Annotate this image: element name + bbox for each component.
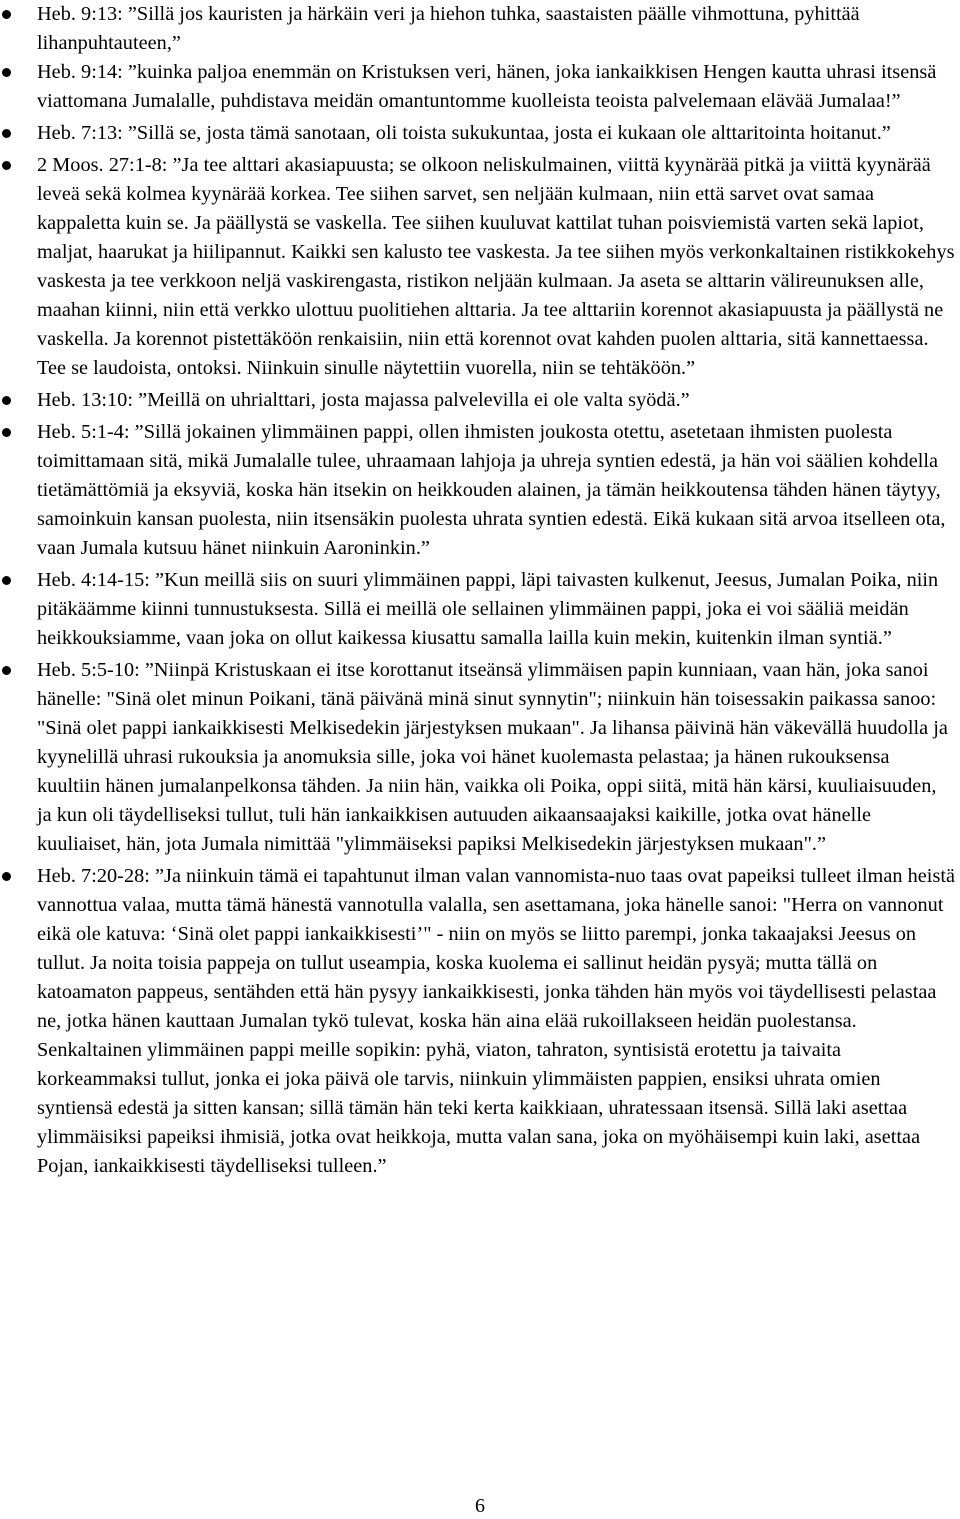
bullet-icon (2, 129, 11, 138)
verse-item (0, 862, 960, 1181)
verse-item (0, 566, 960, 653)
verse-text: Heb. 9:13: ”Sillä jos kauristen ja härkäin veri ja hiehon tuhka, saastaisten päälle vihmottuna, pyhittää lihanpuhtauteen,” (37, 3, 860, 54)
verse-text: 2 Moos. 27:1-8: ”Ja tee alttari akasiapuusta; se olkoon neliskulmainen, viittä kyynärää pitkä ja viittä kyynärää leveä sekä kolmea kyynärää korkea. Tee siihen sarvet, sen neljään kulmaan, niin että sarvet ovat samaa kappaletta kuin se. Ja päällystä se vaskella. Tee siihen kuuluvat kattilat tuhan poisviemistä varten sekä lapiot, maljat, haarukat ja hiilipannut. Kaikki sen kalusto tee vaskesta. Ja tee siihen myös verkonkaltainen ristikkokehys vaskesta ja tee verkkoon neljä vaskirengasta, ristikon neljään kulmaan. Ja aseta se alttarin välireunuksen alle, maahan kiinni, niin että verkko ulottuu puolitiehen alttaria. Ja tee alttariin korennot akasiapuusta ja päällystä ne vaskella. Ja korennot pistettäköön renkaisiin, niin että korennot ovat kahden puolen alttaria, sitä kannettaessa. Tee se laudoista, ontoksi. Niinkuin sinulle näytettiin vuorella, niin se tehtäköön.” (37, 154, 955, 379)
bullet-icon (2, 872, 11, 881)
page-number: 6 (475, 1495, 485, 1517)
verse-text: Heb. 13:10: ”Meillä on uhrialttari, josta majassa palvelevilla ei ole valta syödä.” (37, 389, 690, 411)
bullet-icon (2, 396, 11, 405)
verse-text: Heb. 9:14: ”kuinka paljoa enemmän on Kristuksen veri, hänen, joka iankaikkisen Hengen kautta uhrasi itsensä viattomana Jumalalle, puhdistava meidän omantuntomme kuolleista teoista palvelemaan elävää Jumalaa!” (37, 61, 937, 112)
bullet-icon (2, 68, 11, 77)
verse-text: Heb. 7:13: ”Sillä se, josta tämä sanotaan, oli toista sukukuntaa, josta ei kukaan ole alttaritointa hoitanut.” (37, 122, 891, 144)
verse-item (0, 119, 960, 148)
verse-text: Heb. 5:1-4: ”Sillä jokainen ylimmäinen pappi, ollen ihmisten joukosta otettu, asetetaan ihmisten puolesta toimittamaan sitä, mikä Jumalalle tulee, uhraamaan lahjoja ja uhreja syntien edestä, ja hän voi säälien kohdella tietämättömiä ja eksyviä, koska hän itsekin on heikkouden alainen, ja tämän heikkoutensa tähden hänen täytyy, samoinkuin kansan puolesta, niin itsensäkin puolesta uhrata syntien edestä. Eikä kukaan sitä arvoa itselleen ota, vaan Jumala kutsuu hänet niinkuin Aaroninkin.” (37, 421, 946, 559)
verse-item (0, 418, 960, 563)
verse-item (0, 151, 960, 383)
verse-item (0, 386, 960, 415)
verse-item (0, 0, 960, 58)
verse-item (0, 656, 960, 859)
verse-item (0, 58, 960, 116)
verse-text: Heb. 7:20-28: ”Ja niinkuin tämä ei tapahtunut ilman valan vannomista-nuo taas ovat papeiksi tulleet ilman heistä vannottua valaa, mutta tämä hänestä vannotulla valalla, sen asettamana, joka hänelle sanoi: "Herra on vannonut eikä ole katuva: ‘Sinä olet pappi iankaikkisesti’" - niin on myös se liitto parempi, jonka takaajaksi Jeesus on tullut. Ja noita toisia pappeja on tullut useampia, koska kuolema ei sallinut heidän pysyä; mutta tällä on katoamaton pappeus, sentähden että hän pysyy iankaikkisesti, jonka tähden hän myös voi täydellisesti pelastaa ne, jotka hänen kauttaan Jumalan tykö tulevat, koska hän aina elää rukoillakseen heidän puolestansa. Senkaltainen ylimmäinen pappi meille sopikin: pyhä, viaton, tahraton, syntisistä erotettu ja taivaita korkeammaksi tullut, jonka ei joka päivä ole tarvis, niinkuin ylimmäisten pappien, ensiksi uhrata omien syntiensä edestä ja sitten kansan; sillä tämän hän teki kerta kaikkiaan, uhratessaan itsensä. Sillä laki asettaa ylimmäisiksi papeiksi ihmisiä, jotka ovat heikkoja, mutta valan sana, joka on myöhäisempi kuin laki, asettaa Pojan, iankaikkisesti täydelliseksi tulleen.” (37, 865, 956, 1177)
bullet-icon (2, 428, 11, 437)
verse-text: Heb. 4:14-15: ”Kun meillä siis on suuri ylimmäinen pappi, läpi taivasten kulkenut, Jeesus, Jumalan Poika, niin pitäkäämme kiinni tunnustuksesta. Sillä ei meillä ole sellainen ylimmäinen pappi, joka ei voi sääliä meidän heikkouksiamme, vaan joka on ollut kaikessa kiusattu samalla lailla kuin mekin, kuitenkin ilman syntiä.” (37, 569, 939, 649)
bullet-icon (2, 576, 11, 585)
bullet-icon (2, 666, 11, 675)
bullet-icon (2, 10, 11, 19)
verse-text: Heb. 5:5-10: ”Niinpä Kristuskaan ei itse korottanut itseänsä ylimmäisen papin kunniaan, vaan hän, joka sanoi hänelle: "Sinä olet minun Poikani, tänä päivänä minä sinut synnytin"; niinkuin hän toisessakin paikassa sanoo: "Sinä olet pappi iankaikkisesti Melkisedekin järjestyksen mukaan". Ja lihansa päivinä hän väkevällä huudolla ja kyynelillä uhrasi rukouksia ja anomuksia sille, joka voi hänet kuolemasta pelastaa; ja hänen rukouksensa kuultiin hänen jumalanpelkonsa tähden. Ja niin hän, vaikka oli Poika, oppi siitä, mitä hän kärsi, kuuliaisuuden, ja kun oli täydelliseksi tullut, tuli hän iankaikkisen autuuden aikaansaajaksi kaikille, jotka ovat hänelle kuuliaiset, hän, jota Jumala nimittää "ylimmäiseksi papiksi Melkisedekin järjestyksen mukaan".” (37, 659, 948, 855)
bullet-icon (2, 161, 11, 170)
